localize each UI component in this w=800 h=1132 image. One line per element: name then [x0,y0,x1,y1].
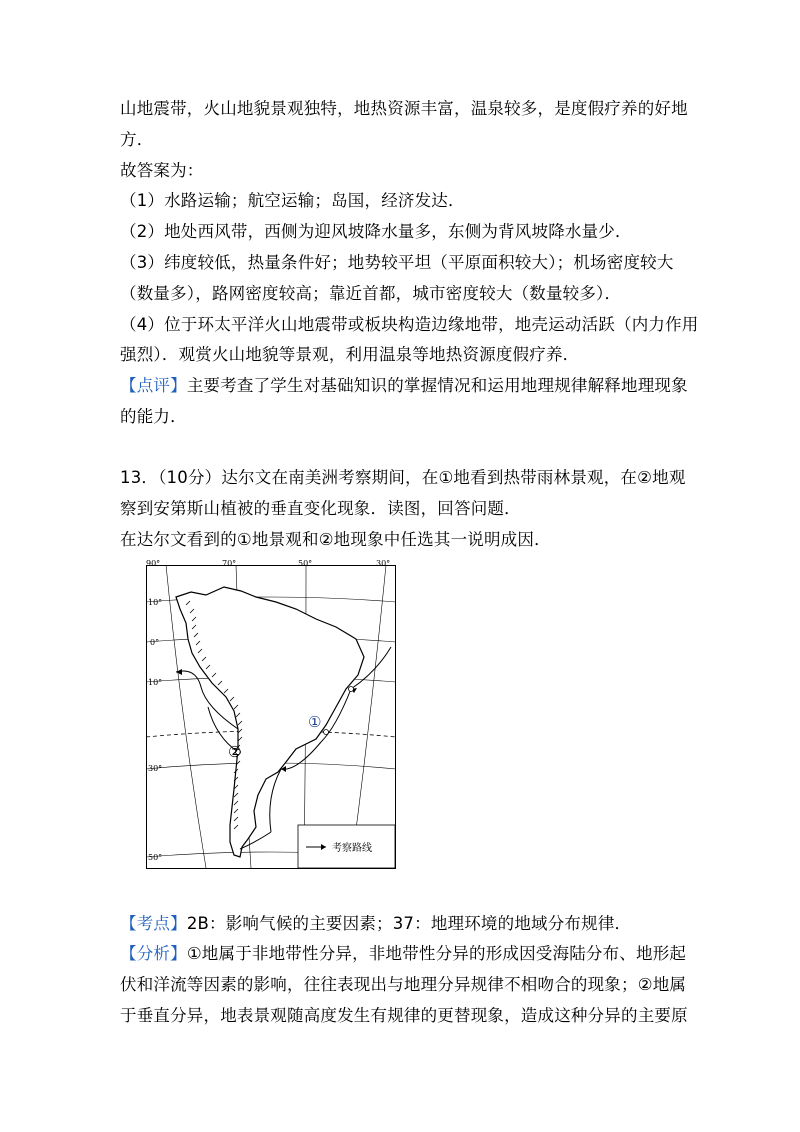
meridian-30 [351,565,386,868]
lon-label: 30° [376,559,391,568]
legend-label: 考察路线 [332,843,372,854]
answer-2: （2）地处西风带，西侧为迎风坡降水量多，东侧为背风坡降水量少． [120,222,632,241]
lat-label: 10° [148,598,163,607]
fenxi-line-3: 于垂直分异，地表景观随高度发生有规律的更替现象，造成这种分异的主要原 [120,1006,688,1025]
question-line-3: 在达尔文看到的①地景观和②地现象中任选其一说明成因． [120,530,551,549]
fenxi-text: ①地属于非地带性分异，非地带性分异的形成因受海陆分布、地形起 [186,944,687,963]
comment-text: 主要考查了学生对基础知识的掌握情况和运用地理规律解释地理现象 [186,376,688,395]
lat-label: 30° [148,764,163,773]
location-dot [349,687,354,692]
fenxi-tag: 【分析】 [120,944,187,963]
text-line: 方． [120,130,154,149]
text-line: 故答案为： [120,161,204,180]
south-america-map [146,557,396,869]
lat-label: 10° [148,678,163,687]
marker-1-label: ① [308,713,322,731]
answer-3-cont: （数量多），路网密度较高；靠近首都，城市密度较大（数量较多）． [120,284,622,303]
question-line-2: 察到安第斯山植被的垂直变化现象．读图，回答问题． [120,499,521,518]
text-line: 山地震带，火山地貌景观独特，地热资源丰富，温泉较多，是度假疗养的好地 [120,99,688,118]
fenxi-line-2: 伏和洋流等因素的影响，往往表现出与地理分异规律不相吻合的现象；②地属 [120,975,687,994]
lon-label: 50° [298,559,313,568]
answer-3: （3）纬度较低，热量条件好；地势较平坦（平原面积较大）；机场密度较大 [120,253,674,272]
comment-line-2: 的能力． [120,407,187,426]
answer-4-cont: 强烈）．观赏火山地貌等景观，利用温泉等地热资源度假疗养． [120,345,580,364]
marker-2-label: ② [228,743,242,761]
answer-4: （4）位于环太平洋火山地震带或板块构造边缘地带，地壳运动活跃（内力作用 [120,315,699,334]
lat-label: 0° [150,638,160,647]
question-line-1: 13．（10分）达尔文在南美洲考察期间，在①地看到热带雨林景观，在②地观 [120,468,686,487]
lon-label: 90° [146,559,161,568]
kaodian-tag: 【考点】 [120,914,187,933]
answer-1: （1）水路运输；航空运输；岛国，经济发达． [120,191,465,210]
location-dot [324,730,329,735]
fenxi-line [120,942,686,966]
lat-label: 50° [148,853,163,862]
kaodian-line [120,912,631,936]
kaodian-text: 2B：影响气候的主要因素；37：地理环境的地域分布规律． [186,914,632,933]
lon-label: 70° [222,559,237,568]
comment-line [120,374,688,398]
comment-tag: 【点评】 [120,376,187,395]
